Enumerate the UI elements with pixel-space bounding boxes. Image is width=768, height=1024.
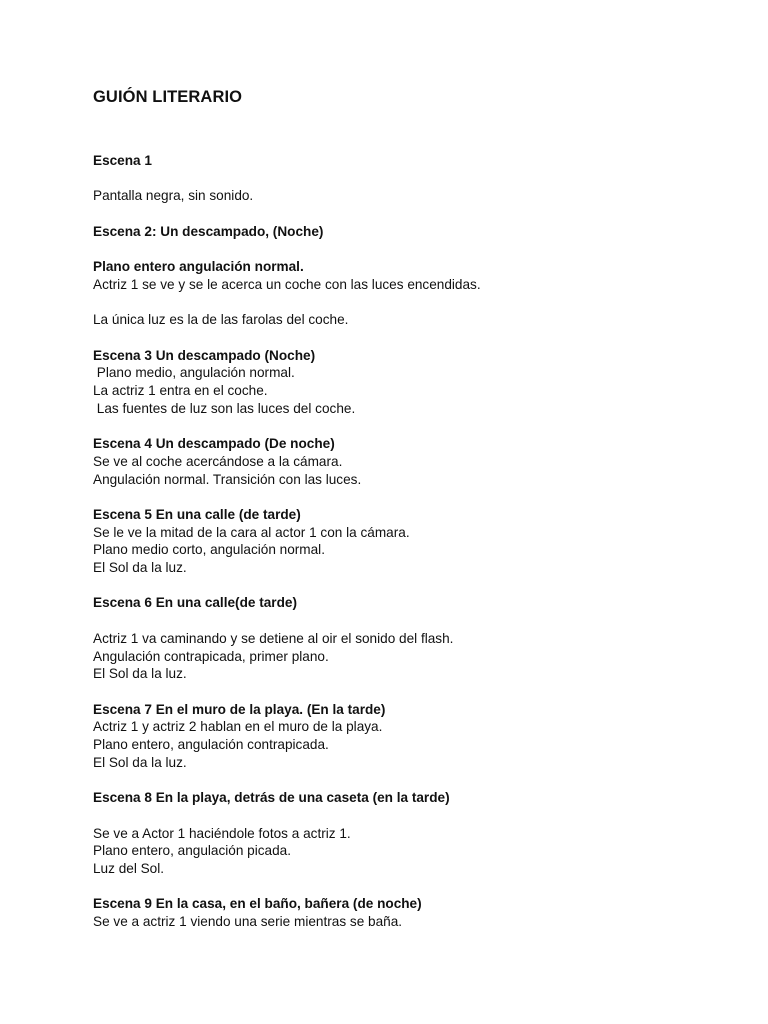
script-line: El Sol da la luz.	[93, 560, 187, 576]
script-line: Plano medio, angulación normal.	[93, 365, 295, 381]
scene-heading: Escena 3 Un descampado (Noche)	[93, 347, 316, 363]
document-title: GUIÓN LITERARIO	[93, 88, 243, 106]
blank-line	[93, 240, 713, 258]
scene-heading: Escena 1	[93, 153, 152, 168]
scene-heading: Escena 9 En la casa, en el baño, bañera (de noche)	[93, 896, 422, 912]
script-line: Actriz 1 y actriz 2 hablan en el muro de la playa.	[93, 719, 383, 735]
script-line: Se ve al coche acercándose a la cámara.	[93, 453, 343, 469]
blank-line	[93, 417, 713, 435]
script-line: La única luz es la de las farolas del coche.	[93, 312, 349, 328]
script-line: Actriz 1 se ve y se le acerca un coche con las luces encendidas.	[93, 276, 481, 292]
blank-line	[93, 577, 713, 595]
script-line: Las fuentes de luz son las luces del coche.	[93, 400, 356, 416]
scene-heading: Escena 7 En el muro de la playa. (En la tarde)	[93, 701, 386, 717]
title-spacer	[93, 108, 713, 152]
script-line: Angulación contrapicada, primer plano.	[93, 648, 329, 664]
script-line: Plano entero, angulación contrapicada.	[93, 737, 329, 753]
blank-line	[93, 878, 713, 896]
script-line: Pantalla negra, sin sonido.	[93, 188, 254, 204]
script-line: Actriz 1 va caminando y se detiene al oir el sonido del flash.	[93, 630, 454, 646]
script-line: Plano entero, angulación picada.	[93, 843, 292, 859]
blank-line	[93, 170, 713, 188]
blank-line	[93, 612, 713, 630]
script-line: Se ve a Actor 1 haciéndole fotos a actriz 1.	[93, 825, 351, 841]
scene-heading: Plano entero angulación normal.	[93, 259, 304, 275]
script-line: Angulación normal. Transición con las luces.	[93, 471, 362, 487]
scene-heading: Escena 5 En una calle (de tarde)	[93, 506, 301, 522]
blank-line	[93, 771, 713, 789]
blank-line	[93, 294, 713, 312]
script-line: El Sol da la luz.	[93, 666, 187, 682]
scene-heading: Escena 2: Un descampado, (Noche)	[93, 223, 324, 239]
script-line: Luz del Sol.	[93, 860, 165, 876]
blank-line	[93, 807, 713, 825]
blank-line	[93, 329, 713, 347]
script-document	[93, 86, 713, 931]
script-line: Plano medio corto, angulación normal.	[93, 542, 325, 558]
script-line: Se le ve la mitad de la cara al actor 1 con la cámara.	[93, 524, 410, 540]
script-line: Se ve a actriz 1 viendo una serie mientras se baña.	[93, 914, 403, 930]
scene-heading: Escena 6 En una calle(de tarde)	[93, 595, 297, 611]
blank-line	[93, 488, 713, 506]
scene-heading: Escena 4 Un descampado (De noche)	[93, 436, 335, 452]
script-body	[93, 152, 713, 931]
script-line: La actriz 1 entra en el coche.	[93, 383, 268, 399]
blank-line	[93, 205, 713, 223]
scene-heading: Escena 8 En la playa, detrás de una caseta (en la tarde)	[93, 790, 450, 806]
script-line: El Sol da la luz.	[93, 754, 187, 770]
blank-line	[93, 683, 713, 701]
